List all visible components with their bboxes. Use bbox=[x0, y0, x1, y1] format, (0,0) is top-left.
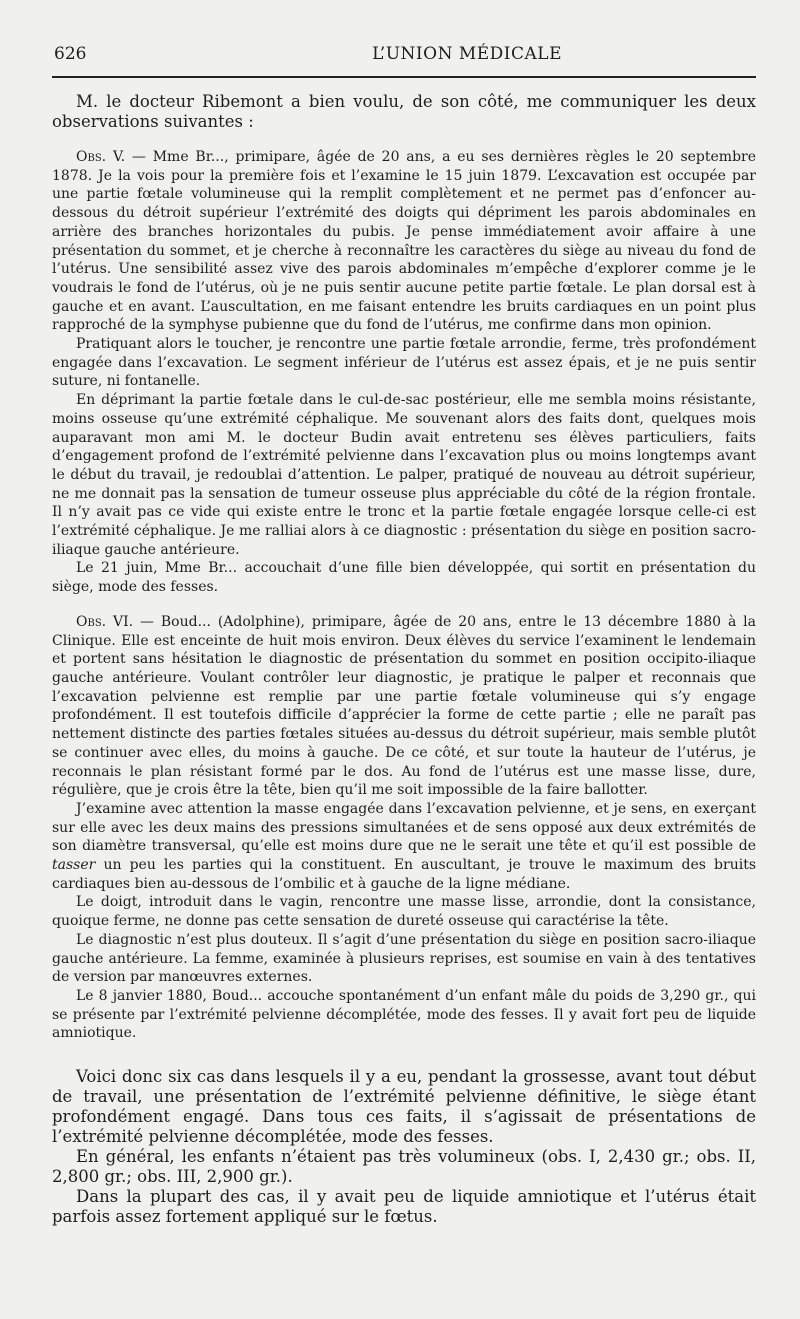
obs5-text-1: — Mme Br..., primipare, âgée de 20 ans, a eu ses dernières règles le 20 septembre 1878. Je la vois pour la première fois et l’examine le 15 juin 1879. L’excavation est occupée par une partie fœtale volumineuse qui la remplit complètement et ne permet pas d’enfoncer au-dessous du détroit supérieur l’extrémité des doigts qui dépriment les parois abdominales en arrière des branches horizontales du pubis. Je pense immédiatement avoir affaire à une présentation du sommet, et je cherche à reconnaître les caractères du siège au niveau du fond de l’utérus. Une sensibilité assez vive des parois abdominales m’empêche d’explorer comme je le voudrais le fond de l’utérus, où je ne puis sentir aucune petite partie fœtale. Le plan dorsal est à gauche et en avant. L’auscultation, en me faisant entendre les bruits cardiaques en un point plus rapproché de la symphyse pubienne que du fond de l’utérus, me confirme dans mon opinion. bbox=[52, 149, 757, 334]
obs6-paragraph-2 bbox=[52, 800, 756, 894]
journal-title: L’UNION MÉDICALE bbox=[372, 44, 562, 64]
obs5-label: Obs. V. bbox=[76, 149, 126, 165]
obs6-italic-word: tasser bbox=[52, 857, 96, 874]
obs5-paragraph-2: Pratiquant alors le toucher, je rencontre une partie fœtale arrondie, ferme, très profondément engagée dans l’excavation. Le segment inférieur de l’utérus est assez épais, et je ne puis sentir suture, ni fontanelle. bbox=[52, 336, 756, 390]
obs6-label: Obs. VI. bbox=[76, 613, 134, 630]
obs5-paragraph-4: Le 21 juin, Mme Br... accouchait d’une fille bien développée, qui sortit en présentation du siège, mode des fesses. bbox=[52, 560, 756, 596]
page-number: 626 bbox=[54, 44, 87, 64]
obs6-paragraph-5: Le 8 janvier 1880, Boud... accouche spontanément d’un enfant mâle du poids de 3,290 gr., qui se présente par l’extrémité pelvienne décomplétée, mode des fesses. Il y avait fort peu de liquide amniotique. bbox=[52, 987, 756, 1042]
conclusion-paragraph-1: Voici donc six cas dans lesquels il y a eu, pendant la grossesse, avant tout début de travail, une présentation de l’extrémité pelvienne définitive, le siège étant profondément engagé. Dans tous ces faits, il s’agissait de présentations de l’extrémité pelvienne décomplétée, mode des fesses. bbox=[52, 1067, 756, 1147]
obs6-text-2a: J’examine avec attention la masse engagée dans l’excavation pelvienne, et je sens, en exerçant sur elle avec les deux mains des pressions simultanées et de sens opposé aux deux extrémités de son diamètre transversal, qu’elle est moins dure que ne le serait une tête et qu’il est possible de bbox=[52, 800, 756, 855]
obs6-text-2b: un peu les parties qui la constituent. En auscultant, je trouve le maximum des bruits cardiaques bien au-dessous de l’ombilic et à gauche de la ligne médiane. bbox=[52, 857, 757, 892]
conclusion-paragraph-2: En général, les enfants n’étaient pas très volumineux (obs. I, 2,430 gr.; obs. II, 2,800 gr.; obs. III, 2,900 gr.). bbox=[52, 1147, 756, 1187]
obs6-paragraph-3: Le doigt, introduit dans le vagin, rencontre une masse lisse, arrondie, dont la consistance, quoique ferme, ne donne pas cette sensation de dureté osseuse qui caractérise la tête. bbox=[52, 894, 756, 930]
conclusion-paragraph-3: Dans la plupart des cas, il y avait peu de liquide amniotique et l’utérus était parfois assez fortement appliqué sur le fœtus. bbox=[52, 1187, 756, 1227]
intro-paragraph: M. le docteur Ribemont a bien voulu, de son côté, me communiquer les deux observations suivantes : bbox=[52, 92, 756, 131]
header-rule bbox=[52, 76, 756, 78]
obs5-paragraph-1 bbox=[52, 148, 756, 335]
obs6-paragraph-4: Le diagnostic n’est plus douteux. Il s’agit d’une présentation du siège en position sacro-iliaque gauche antérieure. La femme, examinée à plusieurs reprises, est soumise en vain à des tentatives de version par manœuvres externes. bbox=[52, 931, 756, 986]
obs5-paragraph-3: En déprimant la partie fœtale dans le cul-de-sac postérieur, elle me sembla moins résistante, moins osseuse qu’une extrémité céphalique. Me souvenant alors des faits dont, quelques mois auparavant mon ami M. le docteur Budin avait entretenu ses élèves particuliers, faits d’engagement profond de l’extrémité pelvienne dans l’excavation plus ou moins longtemps avant le début du travail, je redoublai d’attention. Le palper, pratiqué de nouveau au détroit supérieur, ne me donnait pas la sensation de tumeur osseuse plus appréciable du côté de la région frontale. Il n’y avait pas ce vide qui existe entre le tronc et la partie fœtale engagée lorsque celle-ci est l’extrémité céphalique. Je me ralliai alors à ce diagnostic : présentation du siège en position sacro-iliaque gauche antérieure. bbox=[52, 392, 756, 558]
obs6-text-1: — Boud... (Adolphine), primipare, âgée de 20 ans, entre le 13 décembre 1880 à la Clinique. Elle est enceinte de huit mois environ. Deux élèves du service l’examinent le lendemain et portent sans hésitation le diagnostic de présentation du sommet en position occipito-iliaque gauche antérieure. Voulant contrôler leur diagnostic, je pratique le palper et reconnais que l’excavation pelvienne est remplie par une partie fœtale volumineuse qui s’y engage profondément. Il est toutefois difficile d’apprécier la forme de cette partie ; elle ne paraît pas nettement distincte des parties fœtales situées au-dessus du détroit supérieur, mais semble plutôt se continuer avec elles, du moins à gauche. De ce côté, et sur toute la hauteur de l’utérus, je reconnais le plan résistant formé par le dos. Au fond de l’utérus est une masse lisse, dure, régulière, que je crois être la tête, bien qu’il me soit impossible de la faire ballotter. bbox=[52, 613, 756, 799]
running-header bbox=[52, 44, 756, 72]
obs6-paragraph-1 bbox=[52, 613, 756, 800]
